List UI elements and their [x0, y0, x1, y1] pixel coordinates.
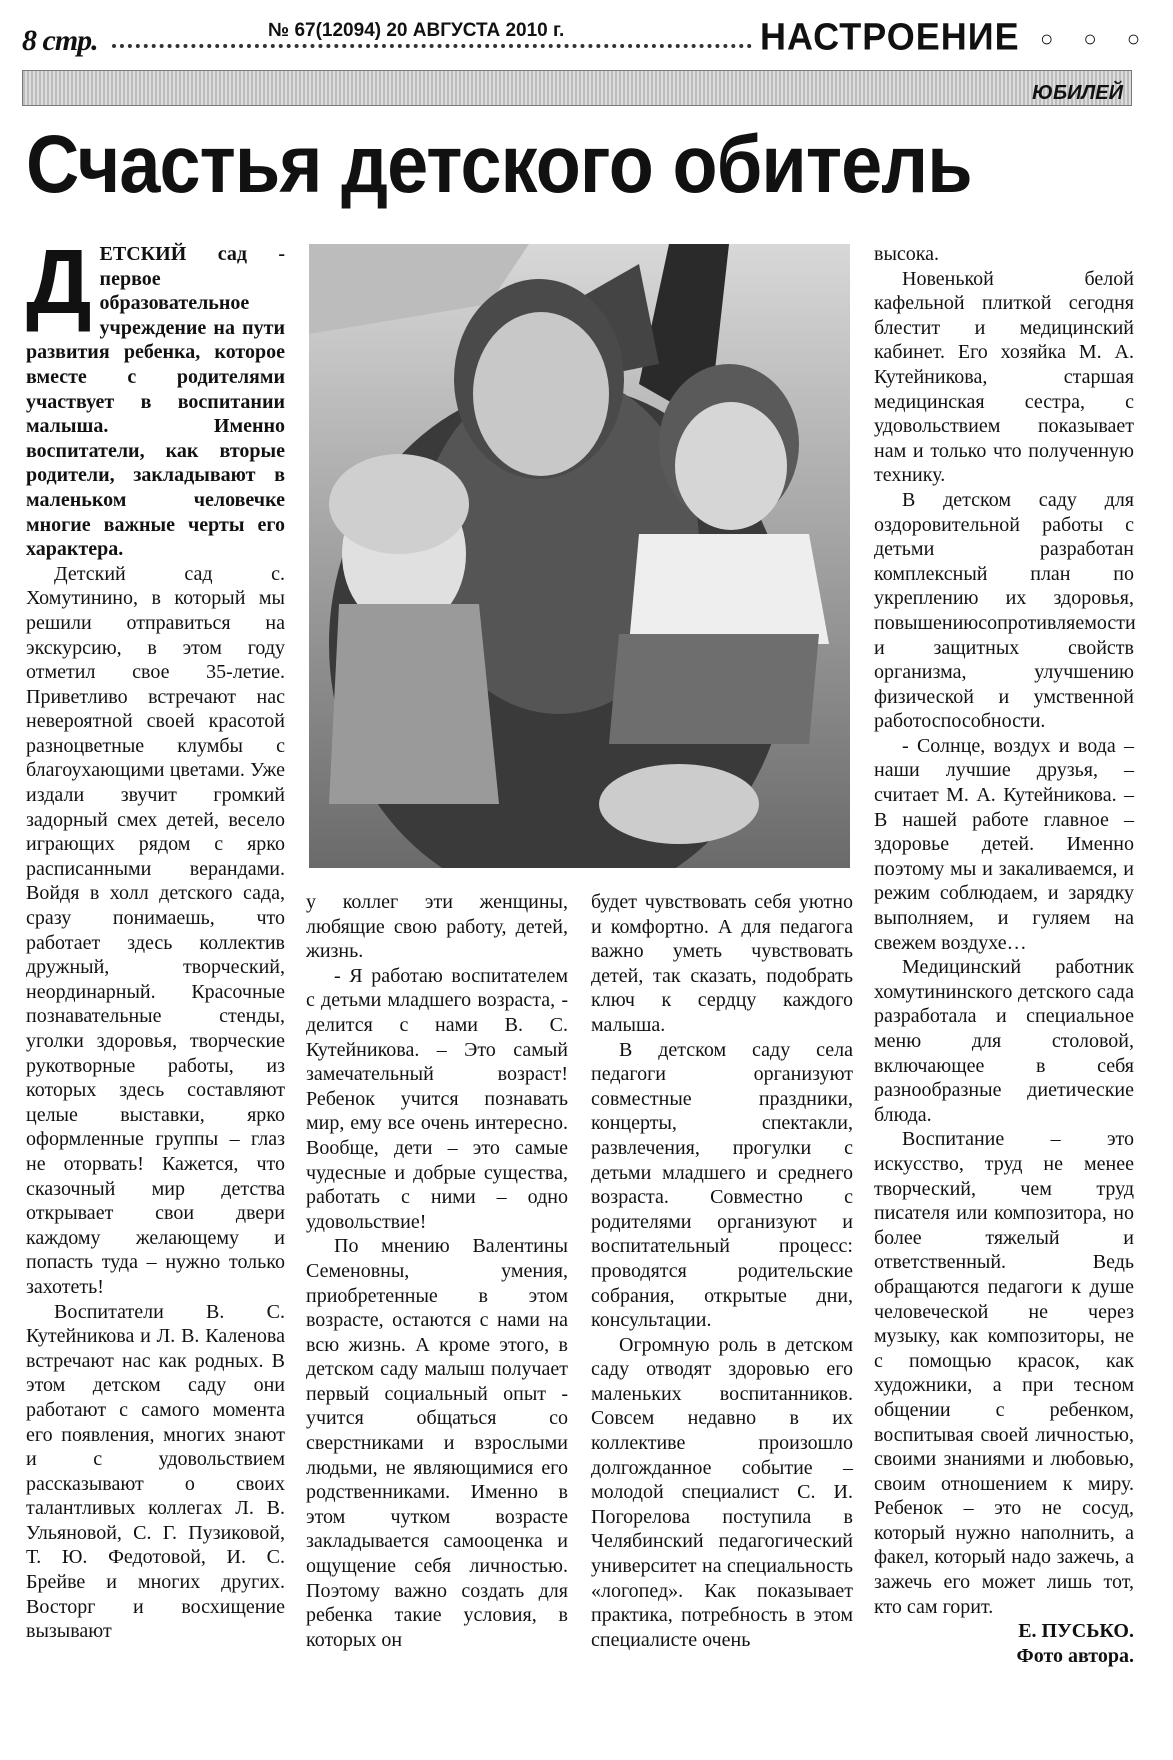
article-column-1 [26, 231, 285, 1644]
paragraph: По мнению Валентины Семеновны, умения, приобретенные в этом возрасте, остаются с нами на всю жизнь. А кроме этого, в детском саду малыш получает первый социальный опыт - учится общаться со сверстниками и взрослыми людьми, не являющимися его родственниками. Именно в этом чутком возрасте закладывается самооценка и ощущение себя личностью. Поэтому важно создать для ребенка такие условия, в которых он [306, 1235, 568, 1651]
paragraph: В детском саду для оздоровительной работы с детьми разработан комплексный план по укреплению их здоровья, повышениюсопротивляемости и защитных свойств организма, улучшению физической и умственной работоспособности. [874, 488, 1136, 733]
article-column-3 [591, 890, 853, 1652]
rubric-band [22, 70, 1132, 106]
paragraph: Детский сад с. Хомутинино, в который мы решили отправиться на экскурсию, в этом году отметил свое 35-летие. Приветливо встречают нас невероятной своей красотой разноцветные клумбы с благоухающими цветами. Уже издали звучит громкий задорный смех детей, весело играющих рядом с ярко расписанными верандами. Войдя в холл детского сада, сразу понимаешь, что работает здесь коллектив дружный, творческий, неординарный. Красочные познавательные стенды, уголки здоровья, творческие рукотворные работы, из которых здесь составляют целые выставки, ярко оформленные группы – глаз не оторвать! Кажется, что сказочный мир детства открывает свои двери каждому желающему и попасть туда – нужно только захотеть! [26, 562, 285, 1298]
section-dots: ○ ○ ○ [1040, 26, 1153, 51]
paragraph: Воспитатели В. С. Кутейникова и Л. В. Каленова встречают нас как родных. В этом детском саду они работают с самого момента его появления, многих знают и с удовольствием рассказывают о своих талантливых коллегах Л. В. Ульяновой, С. Г. Пузиковой, Т. Ю. Федотовой, И. С. Брейве и многих других. Восторг и восхищение вызывают [26, 1300, 285, 1643]
paragraph: Воспитание – это искусство, труд не менее творческий, чем труд писателя или композитора, но более тяжелый и ответственный. Ведь обращаются педагоги к душе человеческой не через музыку, как композиторы, не с помощью красок, как художники, а при тесном общении с ребенком, воспитывая своей личностью, своими знаниями и любовью, своим отношением к миру. Ребенок – это не сосуд, который нужно наполнить, а факел, который надо зажечь, а зажечь его может лишь тот, кто сам горит. [874, 1128, 1134, 1618]
section-title: НАСТРОЕНИЕ [760, 14, 1020, 58]
paragraph: Медицинский работник хомутининского детского сада разработала и специальное меню для столовой, включающее в себя разнообразные диетические блюда. [874, 956, 1134, 1126]
photo-teacher-with-children [309, 244, 850, 868]
paragraph: В детском саду села педагоги организуют совместные праздники, концерты, спектакли, развлечения, прогулки с детьми младшего и среднего возраста. Совместно с родителями организуют и воспитательный процесс: проводятся родительские собрания, открытые дни, консультации. [591, 1038, 853, 1332]
paragraph: Новенькой белой кафельной плиткой сегодня блестит и медицинский кабинет. Его хозяйка М. А. Кутейникова, старшая медицинская сестра, с удовольствием показывает нам и только что полученную технику. [874, 267, 1134, 487]
rubric-label: ЮБИЛЕЙ [1032, 82, 1123, 104]
header-rule [112, 44, 752, 48]
paragraph: Огромную роль в детском саду отводят здоровью его маленьких воспитанников. Совсем недавно в их коллективе произошло долгожданное событие – молодой специалист С. И. Погорелова поступила в Челябинский педагогический университет на специальность «логопед». Как показывает практика, потребность в этом специалисте очень [591, 1333, 853, 1651]
page-number: 8 стр. [22, 24, 98, 57]
lead-text: ЕТСКИЙ сад - первое образовательное учреждение на пути развития ребенка, которое вместе с родителями участвует в воспитании малыша. Именно воспитатели, как вторые родители, закладывают в маленьком человечке многие важные черты его характера. [26, 243, 285, 561]
paragraph: у коллег эти женщины, любящие свою работу, детей, жизнь. [306, 891, 568, 963]
article-column-4 [874, 242, 1134, 1668]
issue-info: № 67(12094) 20 АВГУСТА 2010 г. [262, 20, 570, 42]
article-column-2 [306, 890, 568, 1652]
headline: Счастья детского обитель [26, 119, 972, 210]
paragraph: будет чувствовать себя уютно и комфортно. А для педагога важно уметь чувствовать детей, так сказать, подобрать ключ к сердцу каждого малыша. [591, 891, 853, 1036]
author-signature: Е. ПУСЬКО. [1018, 1620, 1134, 1643]
paragraph: - Я работаю воспитателем с детьми младшего возраста, - делится с нами В. С. Кутейникова. – Это самый замечательный возраст! Ребенок учится познавать мир, ему все очень интересно. Вообще, дети – это самые чудесные и добрые существа, работать с ними – одно удовольствие! [306, 964, 568, 1233]
paragraph: - Солнце, воздух и вода – наши лучшие друзья, – считает М. А. Кутейникова. – В нашей работе главное – здоровье детей. Именно поэтому мы и закаливаемся, и режим соблюдаем, и зарядку выполняем, и гуляем на свежем воздухе… [874, 734, 1134, 954]
drop-cap: Д [26, 231, 92, 333]
paragraph: высока. [874, 243, 940, 265]
photo-image [309, 244, 850, 868]
lead-paragraph [26, 231, 285, 562]
photo-credit: Фото автора. [1016, 1644, 1134, 1667]
